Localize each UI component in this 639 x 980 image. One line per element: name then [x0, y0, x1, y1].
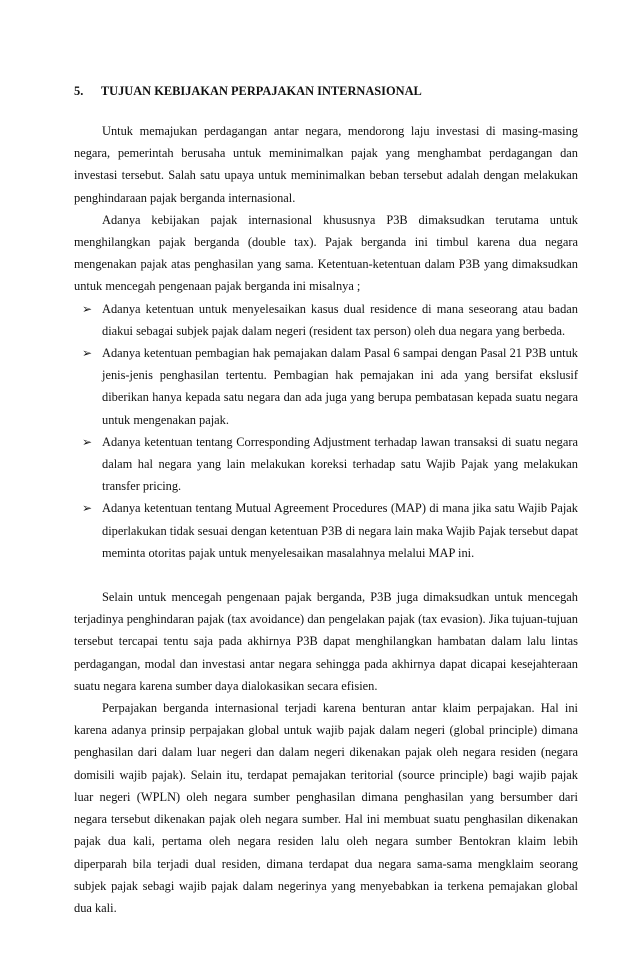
list-item	[74, 431, 578, 498]
list-item-text: Adanya ketentuan tentang Corresponding Adjustment terhadap lawan transaksi di suatu negara dalam hal negara yang lain melakukan koreksi terhadap satu Wajib Pajak yang melakukan transfer pricing.	[102, 434, 578, 494]
section-number: 5.	[74, 84, 84, 98]
list-item	[74, 497, 578, 564]
bullet-list	[74, 298, 578, 564]
list-item	[74, 298, 578, 342]
paragraph: Untuk memajukan perdagangan antar negara, mendorong laju investasi di masing-masing negara, pemerintah berusaha untuk meminimalkan pajak yang menghambat perdagangan dan investasi tersebut. Salah satu upaya untuk meminimalkan beban tersebut adalah dengan melakukan penghindaraan pajak berganda internasional.	[74, 124, 578, 205]
arrow-bullet-icon: ➢	[82, 346, 93, 361]
section-heading	[74, 84, 594, 99]
document-body	[74, 120, 578, 919]
section-title: TUJUAN KEBIJAKAN PERPAJAKAN INTERNASIONAL	[100, 84, 422, 98]
list-item-text: Adanya ketentuan tentang Mutual Agreement Procedures (MAP) di mana jika satu Wajib Pajak diperlakukan tidak sesuai dengan ketentuan P3B di negara lain maka Wajib Pajak tersebut dapat meminta otoritas pajak untuk menyelesaikan masalahnya melalui MAP ini.	[102, 501, 579, 560]
arrow-bullet-icon: ➢	[82, 434, 93, 449]
paragraph: Perpajakan berganda internasional terjadi karena benturan antar klaim perpajakan. Hal ini karena adanya prinsip perpajakan global untuk wajib pajak dalam negeri (global principle) dimana penghasilan dari dalam luar negeri dan dalam negeri dikenakan pajak oleh negara residen (negara domisili wajib pajak). Selain itu, terdapat pemajakan teritorial (source principle) bagi wajib pajak luar negeri (WPLN) oleh negara sumber penghasilan dimana penghasilan yang bersumber dari negara tersebut dikenakan pajak oleh negara sumber. Hal ini membuat suatu penghasilan dikenakan pajak dua kali, pertama oleh negara residen lalu oleh negara sumber Bentokran klaim lebih diperparah bila terjadi dual residen, dimana terdapat dua negara sama-sama mengklaim seorang subjek pajak sebagi wajib pajak dalam negerinya yang menyebabkan ia terkena pemajakan global dua kali.	[74, 701, 578, 915]
arrow-bullet-icon: ➢	[82, 301, 93, 316]
arrow-bullet-icon: ➢	[82, 501, 93, 516]
paragraph-gap	[74, 564, 578, 586]
paragraph: Selain untuk mencegah pengenaan pajak berganda, P3B juga dimaksudkan untuk mencegah terjadinya penghindaran pajak (tax avoidance) dan pengelakan pajak (tax evasion). Jika tujuan-tujuan tersebut tercapai tentu saja pada akhirnya P3B dapat menghilangkan hambatan dalam lalu lintas perdagangan, modal dan investasi antar negara sehingga pada akhirnya dapat dicapai kesejahteraan suatu negara karena sumber daya dialokasikan secara efisien.	[74, 590, 578, 693]
paragraph: Adanya kebijakan pajak internasional khususnya P3B dimaksudkan terutama untuk menghilangkan pajak berganda (double tax). Pajak berganda ini timbul karena dua negara mengenakan pajak atas penghasilan yang sama. Ketentuan-ketentuan dalam P3B yang dimaksudkan untuk mencegah pengenaan pajak berganda ini misalnya ;	[74, 212, 578, 294]
list-item-text: Adanya ketentuan untuk menyelesaikan kasus dual residence di mana seseorang atau badan diakui sebagai subjek pajak dalam negeri (resident tax person) oleh dua negara yang berbeda.	[102, 301, 578, 338]
list-item-text: Adanya ketentuan pembagian hak pemajakan dalam Pasal 6 sampai dengan Pasal 21 P3B untuk jenis-jenis penghasilan tertentu. Pembagian hak pemajakan ini ada yang bersifat ekslusif diberikan hanya kepada satu negara dan ada juga yang berupa pembatasan kepada suatu negara untuk mengenakan pajak.	[102, 346, 578, 427]
list-item	[74, 342, 578, 431]
